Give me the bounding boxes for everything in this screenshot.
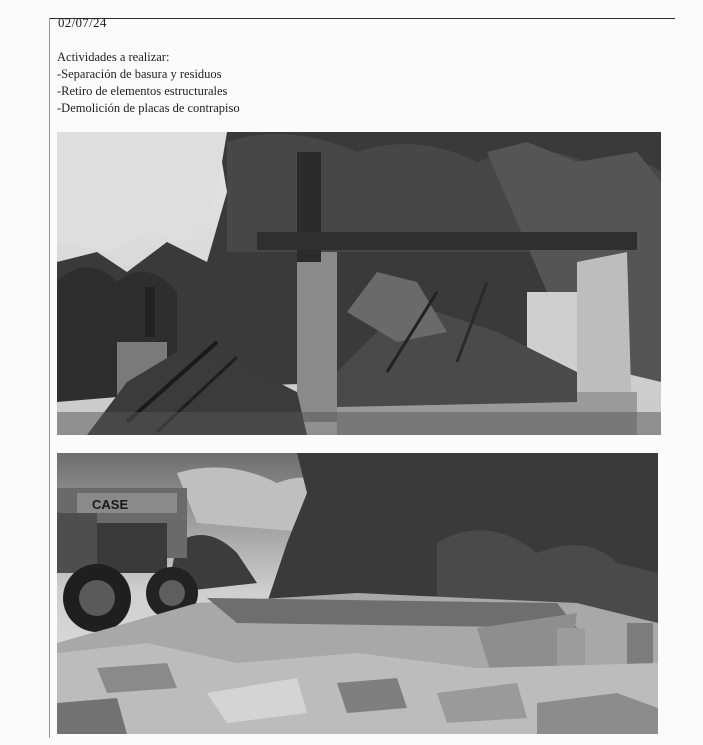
activity-item: -Demolición de placas de contrapiso	[57, 101, 240, 115]
machine-brand-label: CASE	[92, 497, 129, 512]
activities-heading: Actividades a realizar:	[57, 50, 170, 64]
photo-site-rubble-image	[57, 453, 658, 734]
report-date: 02/07/24	[58, 15, 107, 30]
photo-site-rubble	[57, 453, 658, 734]
activity-item: -Retiro de elementos estructurales	[57, 84, 228, 98]
activities-section	[57, 49, 240, 117]
header-rule	[49, 18, 675, 19]
photo-demolished-house	[57, 132, 661, 435]
activity-item: -Separación de basura y residuos	[57, 67, 222, 81]
margin-rule	[49, 18, 50, 738]
photo-demolished-house-image	[57, 132, 661, 435]
